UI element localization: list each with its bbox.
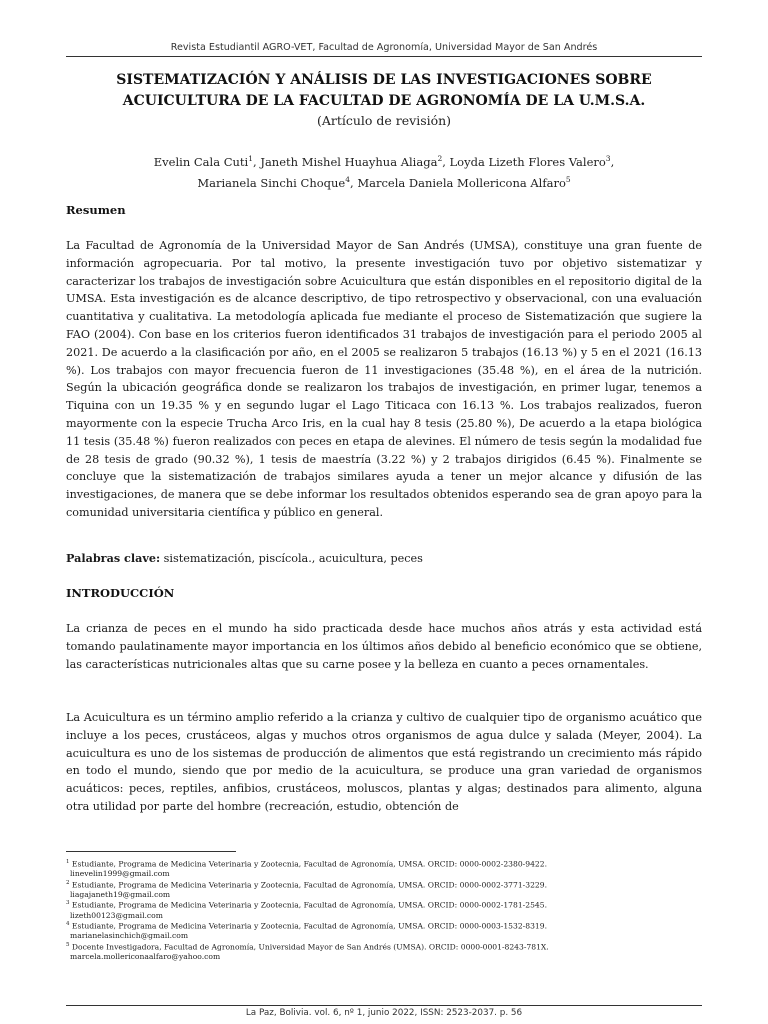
footnote-email: liagajaneth19@gmail.com [70,889,171,899]
footnote: $^5$ Docente Investigadora, Facultad de Agronomía, Universidad Mayor de San Andrés (UMSA). ORCID: 0000-0001-8243-781X. marcela.mollericonaalfaro@yahoo.com [66,941,702,962]
footnote-email: marianelasinchich@gmail.com [70,931,189,941]
footnote: $^4$ Estudiante, Programa de Medicina Veterinaria y Zootecnia, Facultad de Agronomía, UMSA. ORCID: 0000-0003-1532-8319. marianelasinchich@gmail.com [66,920,702,941]
title-line-1: SISTEMATIZACIÓN Y ANÁLISIS DE LAS INVESTIGACIONES SOBRE [116,72,652,88]
footnote-email: linevelin1999@gmail.com [70,869,170,879]
introduction-paragraph-2: La Acuicultura es un término amplio referido a la crianza y cultivo de cualquier tipo de organismo acuático que incluye a los peces, crustáceos, algas y muchos otros organismos de agua dulce y salada (Meyer, 2004). La acuicultura es uno de los sistemas de producción de alimentos que está registrando un crecimiento más rápido en todo el mundo, siendo que por medio de la acuicultura, se produce una gran variedad de organismos acuáticos: peces, reptiles, anfibios, crustáceos, moluscos, plantas y algas; destinados para alimento, alguna otra utilidad por parte del hombre (recreación, estudio, obtención de [66,711,702,813]
footnote-email: lizeth00123@gmail.com [70,910,163,920]
title-line-2: ACUICULTURA DE LA FACULTAD DE AGRONOMÍA DE LA U.M.S.A. [122,93,646,109]
abstract-text: La Facultad de Agronomía de la Universidad Mayor de San Andrés (UMSA), constituye una gran fuente de información agropecuaria. Por tal motivo, la presente investigación tuvo por objetivo sistematizar y caracterizar los trabajos de investigación sobre Acuicultura que están disponibles en el repositorio digital de la UMSA. Esta investigación es de alcance descriptivo, de tipo retrospectivo y observacional, con una evaluación cuantitativa y cualitativa. La metodología aplicada fue mediante el proceso de Sistematización que sugiere la FAO (2004). Con base en los criterios fueron identificados 31 trabajos de investigación para el periodo 2005 al 2021. De acuerdo a la clasificación por año, en el 2005 se realizaron 5 trabajos (16.13 %) y 5 en el 2021 (16.13 %). Los trabajos con mayor frecuencia fueron de 11 investigaciones (35.48 %), en el área de la nutrición. Según la ubicación geográfica donde se realizaron los trabajos de investigación, en primer lugar, tenemos a Tiquina con un 19.35 % y en segundo lugar el Lago Titicaca con 16.13 %. Los trabajos realizados, fueron mayormente con la especie Trucha Arco Iris, en la cual hay 8 tesis (25.80 %), De acuerdo a la etapa biológica 11 tesis (35.48 %) fueron realizados con peces en etapa de alevines. El número de tesis según la modalidad fue de 28 tesis de grado (90.32 %), 1 tesis de maestría (3.22 %) y 2 trabajos dirigidos (6.45 %). Finalmente se concluye que la sistematización de trabajos similares ayuda a tener un mejor alcance y difusión de las investigaciones, de manera que se debe informar los resultados obtenidos esperando sea de gran apoyo para la comunidad universitaria científica y público en general. [66,239,702,519]
footnote-email: marcela.mollericonaalfaro@yahoo.com [70,952,221,961]
author-affiliation-mark: 3 [605,154,611,163]
author-list: Evelin Cala Cuti$^1$, Janeth Mishel Huayhua Aliaga$^2$, Loyda Lizeth Flores Valero$^3$, Marianela Sinchi Choque$^4$, Marcela Daniela Mollericona Alfaro$^5$ [153,154,615,190]
author-name: Loyda Lizeth Flores Valero [449,154,606,169]
header-rule [66,56,702,57]
article-type: (Artículo de revisión) [316,113,452,128]
introduction-paragraph-1: La crianza de peces en el mundo ha sido practicada desde hace muchos años atrás y esta actividad está tomando paulatinamente mayor importancia en los últimos años debido al beneficio económico que se obtiene, las características nutricionales altas que su carne posee y la belleza en cuanto a peces ornamentales. [66,622,702,671]
keywords-values: sistematización, piscícola., acuicultura, peces [163,552,423,565]
footnote: $^1$ Estudiante, Programa de Medicina Veterinaria y Zootecnia, Facultad de Agronomía, UMSA. ORCID: 0000-0002-2380-9422. linevelin1999@gmail.com [66,858,702,879]
author-name: Janeth Mishel Huayhua Aliaga [260,154,438,169]
author-name: Marcela Daniela Mollericona Alfaro [357,175,566,190]
author-affiliation-mark: 1 [248,154,254,163]
author-name: Evelin Cala Cuti [153,154,249,169]
abstract-heading: Resumen [66,203,126,217]
footnote-rule [66,851,236,852]
footnotes [66,858,702,962]
running-header: Revista Estudiantil AGRO-VET, Facultad de Agronomía, Universidad Mayor de San Andrés [170,42,598,53]
author-name: Marianela Sinchi Choque [197,175,346,190]
introduction-heading: INTRODUCCIÓN [66,586,175,600]
keywords-line [66,551,702,565]
footnote: $^3$ Estudiante, Programa de Medicina Veterinaria y Zootecnia, Facultad de Agronomía, UMSA. ORCID: 0000-0002-1781-2545. lizeth00123@gmail.com [66,899,702,920]
author-affiliation-mark: 2 [437,154,443,163]
article-title [66,70,702,112]
footnote: $^2$ Estudiante, Programa de Medicina Veterinaria y Zootecnia, Facultad de Agronomía, UMSA. ORCID: 0000-0002-3771-3229. liagajaneth19@gmail.com [66,879,702,900]
page-footer: La Paz, Bolivia. vol. 6, nº 1, junio 2022, ISSN: 2523-2037. p. 56 [245,1008,523,1018]
keywords-label: Palabras clave: [66,551,161,565]
author-affiliation-mark: 4 [345,174,351,184]
author-affiliation-mark: 5 [565,174,571,184]
footer-rule [66,1005,702,1006]
